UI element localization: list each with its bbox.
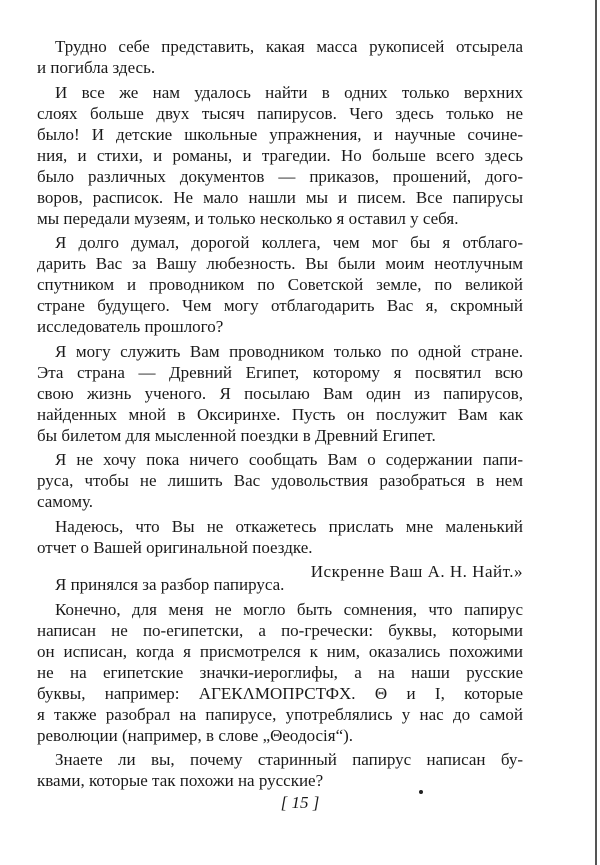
text-line: бы билетом для мысленной поездки в Древний Египет. [37,425,436,445]
text-line: и погибла здесь. [37,58,156,77]
text-line: не на египетские значки-иероглифы, а на наши русские [37,662,523,682]
text-line: мы передали музеям, и только несколько я оставил у себя. [37,208,459,228]
paragraph [37,516,523,558]
text-line: Знаете ли вы, почему старинный папирус написан бу- [55,750,523,769]
letter-signature: Искренне Ваш А. Н. Найт.» [310,562,523,581]
text-line: было различных документов — приказов, прошений, дого- [37,166,523,186]
text-line: квами, которые так похожи на русские? [37,771,324,790]
text-line: написан не по-египетски, а по-гречески: буквы, которыми [37,620,523,640]
page-number: [ 15 ] [280,793,320,812]
text-line: революции (например, в слове „Θеодосія“). [37,725,354,745]
paragraph [37,36,523,78]
text-line: слоях больше двух тысяч папирусов. Чего здесь только не [37,103,523,123]
paragraph [37,749,523,791]
text-line: И все же нам удалось найти в одних только верхних [55,82,523,102]
text-line: Я принялся за разбор папируса. [55,575,285,594]
text-line: я также разобрал на папирусе, употреблялись у нас до самой [37,704,523,724]
text-line: спутником и проводником по Советской земле, по великой [37,275,523,294]
text-line: он исписан, когда я присмотрелся к ним, оказались похожими [37,641,523,661]
paragraph [37,574,523,595]
text-line: отчет о Вашей оригинальной поездке. [37,537,313,557]
paragraph [37,599,523,746]
text-line: Конечно, для меня не могло быть сомнения, что папирус [55,599,523,619]
text-line: самому. [37,492,94,511]
paragraph [37,232,523,337]
text-line: руса, чтобы не лишить Вас удовольствия разобраться в нем [37,471,523,490]
text-line: было! И детские школьные упражнения, и научные сочине- [37,124,523,144]
paragraph [37,341,523,446]
text-line: Я могу служить Вам проводником только по одной стране. [55,341,523,361]
text-line: стране будущего. Чем могу отблагодарить Вас я, скромный [37,296,523,315]
text-line: Эта страна — Древний Египет, которому я посвятил всю [37,362,523,382]
narrative-text [37,574,523,795]
text-line: найденных мной в Оксиринхе. Пусть он послужит Вам как [37,404,523,424]
text-line: исследователь прошлого? [37,317,224,336]
text-line: ния, и стихи, и романы, и трагедии. Но больше всего здесь [37,145,523,165]
text-line: Трудно себе представить, какая масса рукописей отсырела [55,37,523,56]
text-line: воров, расписок. Не мало нашли мы и писем. Все папирусы [37,187,523,207]
text-line: буквы, например: АГЕКΛМОПРСТФХ. Θ и I, которые [37,683,523,703]
text-line: Я не хочу пока ничего сообщать Вам о содержании папи- [55,450,523,469]
text-line: Надеюсь, что Вы не откажетесь прислать мне маленький [55,516,523,536]
page-edge-line [595,0,597,865]
paragraph [37,82,523,229]
paragraph [37,449,523,512]
text-line: дарить Вас за Вашу любезность. Вы были моим неотлучным [37,254,523,273]
text-line: свою жизнь ученого. Я посылаю Вам один из папирусов, [37,383,523,403]
text-line: Я долго думал, дорогой коллега, чем мог бы я отблаго- [55,233,523,252]
letter-text [37,36,523,582]
